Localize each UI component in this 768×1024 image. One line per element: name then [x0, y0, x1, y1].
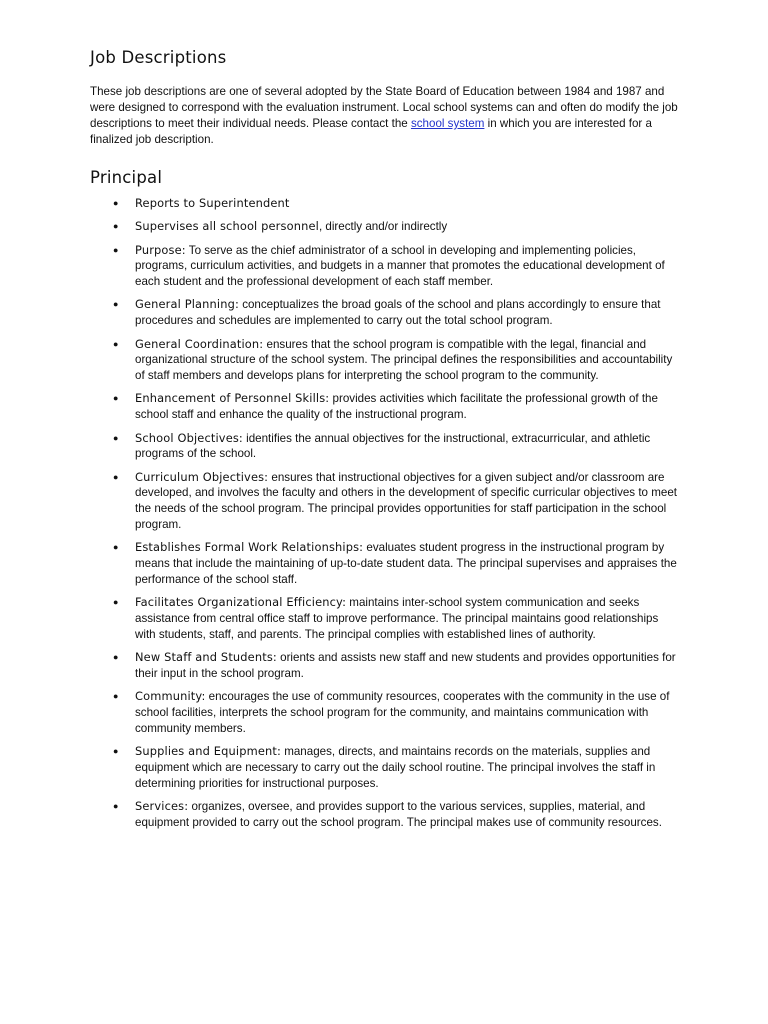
bullet-icon: ● [113, 471, 119, 482]
bullet-icon: ● [113, 299, 119, 310]
bullet-icon: ● [113, 432, 119, 443]
duty-term: General Planning: [135, 297, 239, 312]
bullet-icon: ● [113, 542, 119, 553]
bullet-icon: ● [113, 652, 119, 663]
list-item [90, 337, 682, 384]
bullet-icon: ● [113, 691, 119, 702]
duty-term: Supervises all school personnel [135, 219, 319, 234]
section-title-principal: Principal [90, 168, 163, 187]
list-item [90, 689, 682, 736]
document-page [90, 46, 682, 838]
duty-term: New Staff and Students: [135, 650, 277, 665]
duty-term: Curriculum Objectives: [135, 469, 269, 484]
duty-description: maintains inter-school system communication and seeks assistance from central office staff to improve performance. The principal maintains good relationships with students, staff, and parents. The principal complies with established lines of authority. [135, 596, 659, 641]
duty-term: Community: [135, 689, 206, 704]
list-item [90, 219, 682, 235]
list-item [90, 196, 682, 212]
bullet-icon: ● [113, 597, 119, 608]
bullet-icon: ● [113, 801, 119, 811]
bullet-icon: ● [113, 198, 119, 208]
duty-description: ensures that instructional objectives for a given subject and/or classroom are developed, and involves the faculty and others in the development of specific curricular objectives to meet the needs of the school program. The principal provides opportunities for staff participation in the school program. [135, 470, 677, 532]
duty-description: conceptualizes the broad goals of the school and plans accordingly to ensure that procedures and schedules are implemented to carry out the total school program. [135, 298, 661, 328]
duty-description: provides activities which facilitate the professional growth of the school staff and enhance the quality of the instructional program. [135, 392, 658, 422]
bullet-icon: ● [113, 393, 119, 404]
principal-duties-list [90, 196, 682, 831]
duty-description: organizes, oversee, and provides support to the various services, supplies, material, and equipment provided to carry out the school program. The principal makes use of community resources. [135, 800, 662, 829]
duty-description: encourages the use of community resources, cooperates with the community in the use of school facilities, interprets the school program for the community, and maintains communication with community members. [135, 690, 670, 735]
list-item [90, 540, 682, 587]
duty-term: Reports to Superintendent [135, 196, 290, 210]
duty-term: Enhancement of Personnel Skills: [135, 391, 330, 406]
bullet-icon: ● [113, 338, 119, 349]
list-item [90, 297, 682, 329]
list-item [90, 243, 682, 290]
duty-description: identifies the annual objectives for the instructional, extracurricular, and athletic programs of the school. [135, 431, 651, 461]
list-item [90, 391, 682, 423]
intro-text-after-link: in which you are interested for a finalized job description. [90, 117, 652, 146]
duty-description: manages, directs, and maintains records on the materials, supplies and equipment which are necessary to carry out the daily school routine. The principal involves the staff in determining priorities for instructional purposes. [135, 745, 656, 790]
duty-term: Supplies and Equipment: [135, 744, 281, 759]
duty-description: ensures that the school program is compatible with the legal, financial and organizational structure of the school system. The principal defines the responsibilities and accountability of staff members and develops plans for interpreting the school program to the community. [135, 337, 673, 383]
bullet-icon: ● [113, 244, 119, 255]
duty-description: To serve as the chief administrator of a school in developing and implementing policies, programs, curriculum activities, and budgets in a manner that promotes the educational development of each student and the professional development of each staff member. [135, 243, 665, 289]
duty-term: School Objectives: [135, 430, 243, 445]
intro-paragraph [90, 84, 682, 148]
page-title: Job Descriptions [90, 48, 227, 67]
list-item [90, 799, 682, 831]
school-system-link[interactable]: school system [410, 117, 485, 130]
duty-description: orients and assists new staff and new students and provides opportunities for their input in the school program. [135, 651, 676, 680]
duty-description: evaluates student progress in the instructional program by means that include the maintaining of up-to-date student data. The principal supervises and appraises the performance of the school staff. [135, 541, 677, 586]
bullet-icon: ● [113, 221, 119, 232]
duty-term: Services: [135, 799, 189, 813]
list-item [90, 650, 682, 682]
list-item [90, 470, 682, 533]
duty-term: Facilitates Organizational Efficiency: [135, 595, 347, 610]
duty-term: Purpose: [135, 242, 186, 257]
list-item [90, 595, 682, 642]
duty-term: General Coordination: [135, 336, 264, 351]
duty-term: Establishes Formal Work Relationships: [135, 540, 364, 555]
list-item [90, 744, 682, 791]
duty-description: , directly and/or indirectly [318, 220, 448, 234]
intro-text-before-link: These job descriptions are one of several adopted by the State Board of Education between 1984 and 1987 and were designed to correspond with the evaluation instrument. Local school systems can and often do modify the job descriptions to meet their individual needs. Please contact the [90, 85, 678, 130]
list-item [90, 431, 682, 463]
bullet-icon: ● [113, 746, 119, 757]
